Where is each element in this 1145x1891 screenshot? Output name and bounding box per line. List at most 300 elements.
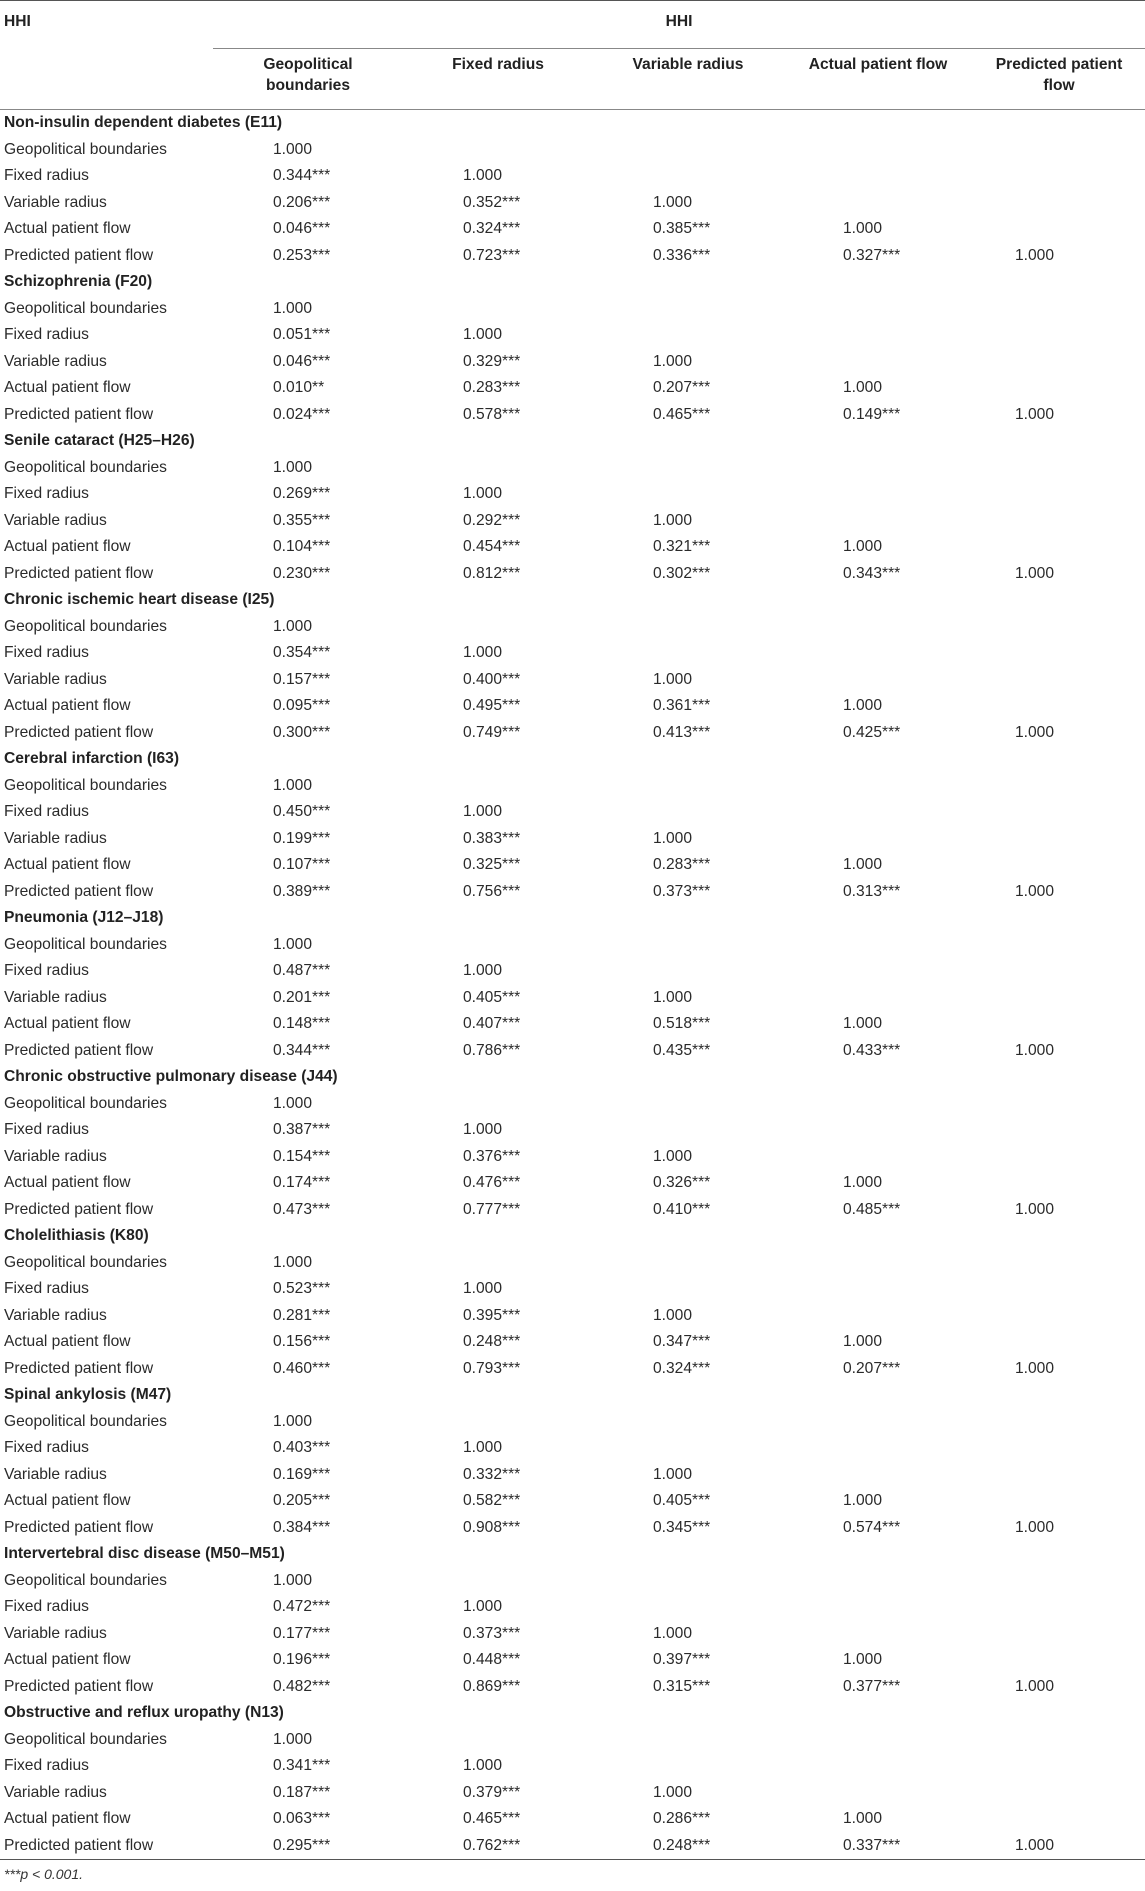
correlation-cell bbox=[973, 455, 1145, 482]
row-label: Geopolitical boundaries bbox=[4, 1412, 167, 1430]
table-row bbox=[0, 1170, 1145, 1197]
row-label: Fixed radius bbox=[4, 803, 89, 821]
correlation-cell: 1.000 bbox=[1015, 1518, 1055, 1536]
correlation-cell bbox=[783, 1409, 973, 1436]
correlation-cell bbox=[783, 958, 973, 985]
row-label: Fixed radius bbox=[4, 1280, 89, 1298]
correlation-cell bbox=[783, 932, 973, 959]
correlation-cell bbox=[783, 1276, 973, 1303]
table-row bbox=[0, 561, 1145, 588]
row-label: Predicted patient flow bbox=[4, 723, 154, 741]
correlation-cell: 0.425*** bbox=[843, 723, 901, 741]
section-title: Pneumonia (J12–J18) bbox=[4, 909, 164, 927]
row-label: Fixed radius bbox=[4, 1121, 89, 1139]
correlation-cell: 0.321*** bbox=[653, 538, 711, 556]
row-label: Geopolitical boundaries bbox=[4, 299, 167, 317]
correlation-cell: 0.010** bbox=[273, 379, 325, 397]
correlation-cell: 1.000 bbox=[273, 299, 313, 317]
correlation-cell bbox=[783, 1303, 973, 1330]
table-row bbox=[0, 1594, 1145, 1621]
correlation-cell: 0.384*** bbox=[273, 1518, 331, 1536]
correlation-cell: 0.405*** bbox=[653, 1492, 711, 1510]
row-label: Predicted patient flow bbox=[0, 1833, 213, 1860]
correlation-cell: 0.149*** bbox=[843, 405, 901, 423]
correlation-cell bbox=[593, 1435, 783, 1462]
correlation-cell: 0.487*** bbox=[273, 962, 331, 980]
correlation-cell bbox=[783, 137, 973, 164]
correlation-cell: 0.395*** bbox=[463, 1306, 521, 1324]
section-title: Spinal ankylosis (M47) bbox=[4, 1386, 172, 1404]
table-row bbox=[0, 1674, 1145, 1701]
correlation-cell: 0.154*** bbox=[273, 1147, 331, 1165]
correlation-cell bbox=[403, 137, 593, 164]
column-header-line: Actual patient flow bbox=[808, 56, 948, 73]
correlation-cell: 1.000 bbox=[843, 856, 883, 874]
table-row bbox=[0, 190, 1145, 217]
correlation-cell bbox=[973, 640, 1145, 667]
table-row bbox=[0, 1276, 1145, 1303]
correlation-cell: 0.253*** bbox=[273, 246, 331, 264]
row-label: Variable radius bbox=[4, 988, 107, 1006]
section-title: Obstructive and reflux uropathy (N13) bbox=[4, 1704, 284, 1722]
correlation-cell bbox=[593, 481, 783, 508]
correlation-cell bbox=[973, 137, 1145, 164]
table-row bbox=[0, 349, 1145, 376]
correlation-cell bbox=[973, 322, 1145, 349]
correlation-cell: 0.324*** bbox=[653, 1359, 711, 1377]
row-label: Fixed radius bbox=[4, 485, 89, 503]
correlation-cell: 0.337*** bbox=[783, 1833, 973, 1860]
correlation-cell bbox=[973, 375, 1145, 402]
correlation-cell: 0.574*** bbox=[843, 1518, 901, 1536]
correlation-cell: 0.361*** bbox=[653, 697, 711, 715]
correlation-cell bbox=[783, 1250, 973, 1277]
correlation-cell bbox=[783, 667, 973, 694]
table-row bbox=[0, 958, 1145, 985]
correlation-cell: 0.051*** bbox=[273, 326, 331, 344]
correlation-cell: 0.156*** bbox=[273, 1333, 331, 1351]
correlation-cell bbox=[593, 163, 783, 190]
correlation-cell: 1.000 bbox=[653, 1783, 693, 1801]
column-header bbox=[403, 49, 593, 110]
column-header bbox=[213, 49, 403, 110]
correlation-cell: 1.000 bbox=[653, 1147, 693, 1165]
correlation-cell bbox=[973, 1276, 1145, 1303]
section-header-row bbox=[0, 587, 1145, 614]
correlation-cell: 0.450*** bbox=[273, 803, 331, 821]
table-row bbox=[0, 640, 1145, 667]
footnote-text: ***p < 0.001. bbox=[4, 1866, 84, 1882]
correlation-cell bbox=[973, 1250, 1145, 1277]
correlation-cell bbox=[783, 773, 973, 800]
correlation-cell: 0.373*** bbox=[653, 882, 711, 900]
table-row bbox=[0, 243, 1145, 270]
correlation-cell: 0.354*** bbox=[273, 644, 331, 662]
correlation-cell: 1.000 bbox=[273, 140, 313, 158]
section-header-row bbox=[0, 746, 1145, 773]
correlation-cell bbox=[973, 1488, 1145, 1515]
correlation-cell bbox=[973, 1170, 1145, 1197]
correlation-cell bbox=[783, 481, 973, 508]
correlation-cell: 0.465*** bbox=[653, 405, 711, 423]
correlation-cell bbox=[593, 1753, 783, 1780]
correlation-cell bbox=[593, 137, 783, 164]
table-body bbox=[0, 110, 1145, 1860]
table-header bbox=[0, 1, 1145, 110]
correlation-cell: 0.343*** bbox=[843, 564, 901, 582]
row-label: Variable radius bbox=[4, 829, 107, 847]
correlation-cell: 0.495*** bbox=[463, 697, 521, 715]
correlation-cell: 1.000 bbox=[463, 167, 503, 185]
correlation-cell: 0.433*** bbox=[843, 1041, 901, 1059]
row-label: Predicted patient flow bbox=[4, 1359, 154, 1377]
correlation-cell bbox=[783, 1091, 973, 1118]
row-label: Variable radius bbox=[4, 1147, 107, 1165]
correlation-cell: 0.095*** bbox=[273, 697, 331, 715]
row-label: Predicted patient flow bbox=[4, 882, 154, 900]
correlation-cell: 0.295*** bbox=[213, 1833, 403, 1860]
row-label: Predicted patient flow bbox=[4, 1041, 154, 1059]
correlation-cell: 1.000 bbox=[653, 1465, 693, 1483]
correlation-cell: 0.448*** bbox=[463, 1651, 521, 1669]
correlation-cell: 0.341*** bbox=[273, 1757, 331, 1775]
row-label: Predicted patient flow bbox=[4, 246, 154, 264]
correlation-cell: 0.472*** bbox=[273, 1598, 331, 1616]
column-header-line: boundaries bbox=[265, 77, 351, 94]
correlation-cell bbox=[783, 1117, 973, 1144]
column-header bbox=[973, 49, 1145, 110]
table-row bbox=[0, 1515, 1145, 1542]
table-row bbox=[0, 1038, 1145, 1065]
table-row bbox=[0, 455, 1145, 482]
correlation-cell bbox=[973, 773, 1145, 800]
table-row bbox=[0, 1303, 1145, 1330]
correlation-cell bbox=[783, 508, 973, 535]
correlation-cell: 0.786*** bbox=[463, 1041, 521, 1059]
correlation-cell: 0.485*** bbox=[843, 1200, 901, 1218]
row-label: Variable radius bbox=[4, 1624, 107, 1642]
correlation-cell bbox=[593, 1727, 783, 1754]
correlation-cell bbox=[783, 190, 973, 217]
correlation-cell: 0.248*** bbox=[463, 1333, 521, 1351]
correlation-cell: 0.376*** bbox=[463, 1147, 521, 1165]
correlation-cell bbox=[593, 640, 783, 667]
correlation-cell: 1.000 bbox=[463, 1598, 503, 1616]
correlation-cell: 0.465*** bbox=[463, 1810, 521, 1828]
correlation-cell bbox=[973, 534, 1145, 561]
correlation-cell bbox=[593, 296, 783, 323]
row-label: Geopolitical boundaries bbox=[4, 140, 167, 158]
correlation-cell: 0.352*** bbox=[463, 193, 521, 211]
correlation-cell: 0.373*** bbox=[463, 1624, 521, 1642]
correlation-cell: 1.000 bbox=[653, 1306, 693, 1324]
correlation-cell: 0.326*** bbox=[653, 1174, 711, 1192]
table-row bbox=[0, 481, 1145, 508]
correlation-cell: 1.000 bbox=[463, 803, 503, 821]
correlation-cell: 0.377*** bbox=[843, 1677, 901, 1695]
stub-header: HHI bbox=[0, 1, 213, 49]
correlation-cell bbox=[973, 1753, 1145, 1780]
section-header-row bbox=[0, 1064, 1145, 1091]
correlation-cell bbox=[593, 1276, 783, 1303]
correlation-cell: 0.327*** bbox=[843, 246, 901, 264]
correlation-cell bbox=[973, 826, 1145, 853]
correlation-cell bbox=[783, 1435, 973, 1462]
correlation-cell bbox=[783, 614, 973, 641]
correlation-cell bbox=[973, 1621, 1145, 1648]
table-row bbox=[0, 534, 1145, 561]
correlation-cell: 0.286*** bbox=[653, 1810, 711, 1828]
correlation-cell: 1.000 bbox=[843, 220, 883, 238]
correlation-cell: 1.000 bbox=[1015, 1200, 1055, 1218]
correlation-cell bbox=[783, 1621, 973, 1648]
correlation-cell bbox=[593, 799, 783, 826]
row-label: Variable radius bbox=[4, 352, 107, 370]
correlation-cell: 1.000 bbox=[463, 1121, 503, 1139]
correlation-cell: 1.000 bbox=[843, 697, 883, 715]
table-row bbox=[0, 1753, 1145, 1780]
correlation-cell bbox=[783, 1594, 973, 1621]
correlation-cell: 1.000 bbox=[843, 379, 883, 397]
correlation-cell: 0.400*** bbox=[463, 670, 521, 688]
correlation-cell: 0.332*** bbox=[463, 1465, 521, 1483]
row-label: Geopolitical boundaries bbox=[4, 1094, 167, 1112]
correlation-cell: 0.187*** bbox=[273, 1783, 331, 1801]
row-label: Fixed radius bbox=[4, 1757, 89, 1775]
table-row bbox=[0, 1144, 1145, 1171]
section-header-row bbox=[0, 905, 1145, 932]
section-header-row bbox=[0, 269, 1145, 296]
correlation-cell: 0.344*** bbox=[273, 167, 331, 185]
correlation-cell: 1.000 bbox=[1015, 1041, 1055, 1059]
table-row bbox=[0, 1647, 1145, 1674]
row-label: Actual patient flow bbox=[4, 379, 131, 397]
correlation-cell: 0.315*** bbox=[653, 1677, 711, 1695]
correlation-cell: 0.523*** bbox=[273, 1280, 331, 1298]
correlation-cell: 0.201*** bbox=[273, 988, 331, 1006]
correlation-cell bbox=[593, 958, 783, 985]
correlation-cell: 0.292*** bbox=[463, 511, 521, 529]
correlation-cell: 0.454*** bbox=[463, 538, 521, 556]
correlation-cell: 1.000 bbox=[653, 193, 693, 211]
correlation-cell: 0.762*** bbox=[403, 1833, 593, 1860]
correlation-cell: 1.000 bbox=[273, 935, 313, 953]
correlation-cell bbox=[783, 163, 973, 190]
correlation-cell bbox=[973, 190, 1145, 217]
correlation-cell: 1.000 bbox=[1015, 1359, 1055, 1377]
row-label: Variable radius bbox=[4, 193, 107, 211]
correlation-cell: 1.000 bbox=[843, 1015, 883, 1033]
table-row bbox=[0, 932, 1145, 959]
correlation-cell: 0.324*** bbox=[463, 220, 521, 238]
correlation-cell: 1.000 bbox=[273, 776, 313, 794]
correlation-cell bbox=[973, 1329, 1145, 1356]
row-label: Geopolitical boundaries bbox=[4, 776, 167, 794]
correlation-cell: 0.777*** bbox=[463, 1200, 521, 1218]
correlation-cell bbox=[403, 1568, 593, 1595]
correlation-cell: 1.000 bbox=[843, 1174, 883, 1192]
correlation-cell: 1.000 bbox=[273, 1412, 313, 1430]
correlation-cell: 0.518*** bbox=[653, 1015, 711, 1033]
correlation-cell bbox=[973, 296, 1145, 323]
correlation-cell: 1.000 bbox=[463, 962, 503, 980]
row-label: Variable radius bbox=[4, 670, 107, 688]
row-label: Predicted patient flow bbox=[4, 1677, 154, 1695]
row-label: Geopolitical boundaries bbox=[4, 617, 167, 635]
correlation-cell bbox=[593, 455, 783, 482]
correlation-cell bbox=[783, 1780, 973, 1807]
correlation-cell: 1.000 bbox=[1015, 882, 1055, 900]
row-label: Fixed radius bbox=[4, 167, 89, 185]
correlation-cell bbox=[403, 1250, 593, 1277]
correlation-cell: 0.046*** bbox=[273, 220, 331, 238]
table-row bbox=[0, 693, 1145, 720]
footnote bbox=[0, 1860, 1145, 1882]
row-label: Actual patient flow bbox=[4, 1810, 131, 1828]
correlation-cell: 0.578*** bbox=[463, 405, 521, 423]
correlation-cell: 0.413*** bbox=[653, 723, 711, 741]
correlation-cell: 0.248*** bbox=[593, 1833, 783, 1860]
section-header-row bbox=[0, 1700, 1145, 1727]
correlation-cell bbox=[973, 985, 1145, 1012]
correlation-cell bbox=[403, 932, 593, 959]
correlation-cell: 1.000 bbox=[273, 458, 313, 476]
section-header-row bbox=[0, 110, 1145, 137]
correlation-cell: 1.000 bbox=[843, 538, 883, 556]
correlation-cell: 0.063*** bbox=[273, 1810, 331, 1828]
row-label: Geopolitical boundaries bbox=[4, 935, 167, 953]
correlation-cell: 0.107*** bbox=[273, 856, 331, 874]
section-header-row bbox=[0, 1541, 1145, 1568]
correlation-cell: 0.206*** bbox=[273, 193, 331, 211]
table-row bbox=[0, 985, 1145, 1012]
row-label: Actual patient flow bbox=[4, 856, 131, 874]
stub-header-blank bbox=[0, 49, 213, 110]
correlation-cell: 0.812*** bbox=[463, 564, 521, 582]
correlation-cell bbox=[593, 1250, 783, 1277]
correlation-cell: 0.283*** bbox=[653, 856, 711, 874]
row-label: Predicted patient flow bbox=[4, 564, 154, 582]
row-label: Fixed radius bbox=[4, 644, 89, 662]
table-row bbox=[0, 1462, 1145, 1489]
table-row bbox=[0, 614, 1145, 641]
row-label: Variable radius bbox=[4, 1465, 107, 1483]
correlation-cell: 1.000 bbox=[463, 1280, 503, 1298]
table-row bbox=[0, 322, 1145, 349]
section-title: Schizophrenia (F20) bbox=[4, 273, 153, 291]
table-row bbox=[0, 1568, 1145, 1595]
table-row bbox=[0, 1409, 1145, 1436]
column-header-line: Variable radius bbox=[632, 56, 744, 73]
row-label: Geopolitical boundaries bbox=[4, 458, 167, 476]
correlation-cell: 1.000 bbox=[273, 1730, 313, 1748]
row-label: Actual patient flow bbox=[4, 1015, 131, 1033]
correlation-cell bbox=[973, 1117, 1145, 1144]
table-row bbox=[0, 1329, 1145, 1356]
correlation-cell: 0.355*** bbox=[273, 511, 331, 529]
correlation-cell bbox=[783, 296, 973, 323]
correlation-cell bbox=[593, 773, 783, 800]
correlation-cell bbox=[973, 1568, 1145, 1595]
table-row bbox=[0, 296, 1145, 323]
row-label: Actual patient flow bbox=[4, 697, 131, 715]
correlation-cell bbox=[973, 1303, 1145, 1330]
correlation-cell: 1.000 bbox=[1015, 405, 1055, 423]
table-row bbox=[0, 799, 1145, 826]
section-title: Chronic ischemic heart disease (I25) bbox=[4, 591, 275, 609]
correlation-cell: 1.000 bbox=[273, 617, 313, 635]
correlation-cell: 0.177*** bbox=[273, 1624, 331, 1642]
table-row bbox=[0, 1488, 1145, 1515]
table-row bbox=[0, 1806, 1145, 1833]
correlation-cell bbox=[593, 614, 783, 641]
section-title: Senile cataract (H25–H26) bbox=[4, 432, 195, 450]
correlation-cell: 0.756*** bbox=[463, 882, 521, 900]
correlation-cell bbox=[973, 958, 1145, 985]
row-label: Geopolitical boundaries bbox=[4, 1730, 167, 1748]
correlation-cell: 0.199*** bbox=[273, 829, 331, 847]
correlation-cell bbox=[783, 1568, 973, 1595]
row-label: Actual patient flow bbox=[4, 1651, 131, 1669]
section-title: Chronic obstructive pulmonary disease (J44) bbox=[4, 1068, 338, 1086]
correlation-cell bbox=[973, 1647, 1145, 1674]
correlation-cell bbox=[973, 481, 1145, 508]
correlation-cell bbox=[973, 163, 1145, 190]
table-row bbox=[0, 1435, 1145, 1462]
correlation-cell: 0.347*** bbox=[653, 1333, 711, 1351]
spanning-header: HHI bbox=[213, 1, 1145, 49]
correlation-cell bbox=[973, 508, 1145, 535]
correlation-cell bbox=[783, 349, 973, 376]
table-row bbox=[0, 402, 1145, 429]
correlation-cell: 0.403*** bbox=[273, 1439, 331, 1457]
correlation-cell bbox=[973, 1144, 1145, 1171]
correlation-cell: 1.000 bbox=[843, 1333, 883, 1351]
correlation-cell: 0.207*** bbox=[653, 379, 711, 397]
correlation-cell bbox=[973, 614, 1145, 641]
correlation-cell: 0.410*** bbox=[653, 1200, 711, 1218]
table-row bbox=[0, 137, 1145, 164]
correlation-cell bbox=[973, 1594, 1145, 1621]
correlation-cell: 1.000 bbox=[653, 988, 693, 1006]
correlation-cell bbox=[403, 1409, 593, 1436]
correlation-cell bbox=[973, 693, 1145, 720]
correlation-cell: 0.387*** bbox=[273, 1121, 331, 1139]
correlation-cell: 1.000 bbox=[1015, 564, 1055, 582]
correlation-cell bbox=[973, 1091, 1145, 1118]
correlation-cell bbox=[783, 826, 973, 853]
correlation-cell: 0.148*** bbox=[273, 1015, 331, 1033]
correlation-cell: 1.000 bbox=[1015, 246, 1055, 264]
table-row bbox=[0, 1621, 1145, 1648]
row-label: Geopolitical boundaries bbox=[4, 1253, 167, 1271]
correlation-cell bbox=[973, 1011, 1145, 1038]
correlation-cell: 0.460*** bbox=[273, 1359, 331, 1377]
table-row bbox=[0, 852, 1145, 879]
correlation-cell bbox=[973, 1409, 1145, 1436]
correlation-cell: 1.000 bbox=[653, 352, 693, 370]
correlation-cell: 0.196*** bbox=[273, 1651, 331, 1669]
correlation-cell bbox=[783, 1144, 973, 1171]
column-header-line: Geopolitical bbox=[263, 56, 353, 73]
section-header-row bbox=[0, 1382, 1145, 1409]
row-label: Predicted patient flow bbox=[4, 1200, 154, 1218]
correlation-cell: 1.000 bbox=[653, 670, 693, 688]
column-header-line: Fixed radius bbox=[452, 56, 544, 73]
row-label: Actual patient flow bbox=[4, 1492, 131, 1510]
correlation-cell bbox=[403, 1091, 593, 1118]
row-label: Fixed radius bbox=[4, 1439, 89, 1457]
